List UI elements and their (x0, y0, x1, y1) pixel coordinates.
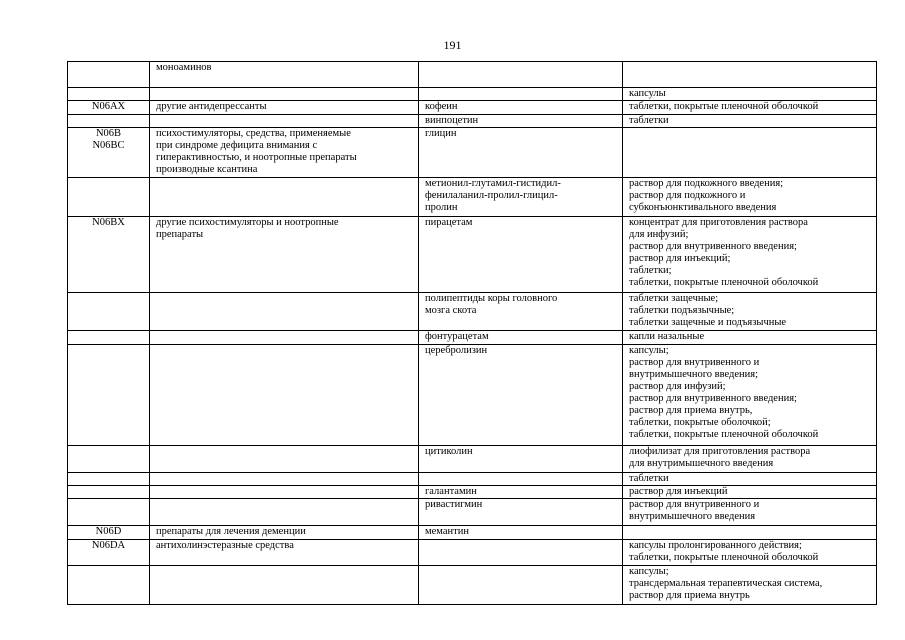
atc-group-cell (150, 472, 419, 485)
substance-cell: полипептиды коры головного мозга скота (419, 292, 623, 330)
atc-code-cell: N06DA (68, 539, 150, 565)
dosage-form-cell: таблетки (623, 115, 877, 128)
dosage-form-cell: капсулы; раствор для внутривенного и внутримышечного введения; раствор для инфузий; раствор для внутривенного введения; раствор для приема внутрь, таблетки, покрытые оболочкой; таблетки, покрытые пленочной оболочкой (623, 344, 877, 445)
atc-code-cell (68, 344, 150, 445)
atc-group-cell (150, 292, 419, 330)
substance-cell (419, 62, 623, 88)
dosage-form-cell: таблетки защечные; таблетки подъязычные; таблетки защечные и подъязычные (623, 292, 877, 330)
substance-cell (419, 565, 623, 604)
atc-code-cell (68, 177, 150, 216)
atc-group-cell: моноаминов (150, 62, 419, 88)
atc-group-cell: другие антидепрессанты (150, 101, 419, 115)
atc-code-cell (68, 115, 150, 128)
atc-group-cell (150, 565, 419, 604)
table-row (68, 88, 877, 101)
substance-cell: кофеин (419, 101, 623, 115)
substance-cell: церебролизин (419, 344, 623, 445)
dosage-form-cell: капли назальные (623, 330, 877, 344)
substance-cell: мемантин (419, 525, 623, 539)
atc-code-cell (68, 472, 150, 485)
table-row (68, 115, 877, 128)
atc-code-cell: N06BX (68, 216, 150, 292)
table-row (68, 472, 877, 485)
atc-group-cell (150, 498, 419, 525)
atc-group-cell: другие психостимуляторы и ноотропные препараты (150, 216, 419, 292)
atc-code-cell (68, 330, 150, 344)
substance-cell: глицин (419, 128, 623, 177)
dosage-form-cell: капсулы пролонгированного действия; таблетки, покрытые пленочной оболочкой (623, 539, 877, 565)
atc-code-cell (68, 292, 150, 330)
dosage-form-cell: раствор для инъекций (623, 485, 877, 498)
substance-cell: винпоцетин (419, 115, 623, 128)
dosage-form-cell: лиофилизат для приготовления раствора для внутримышечного введения (623, 445, 877, 472)
table-body (68, 62, 877, 605)
dosage-form-cell: концентрат для приготовления раствора для инфузий; раствор для внутривенного введения; раствор для инъекций; таблетки; таблетки, покрытые пленочной оболочкой (623, 216, 877, 292)
table-row (68, 498, 877, 525)
atc-code-cell (68, 88, 150, 101)
dosage-form-cell (623, 525, 877, 539)
atc-code-cell (68, 565, 150, 604)
atc-code-cell: N06B N06BC (68, 128, 150, 177)
atc-group-cell (150, 177, 419, 216)
table-row (68, 539, 877, 565)
dosage-form-cell (623, 128, 877, 177)
atc-group-cell (150, 485, 419, 498)
substance-cell: цитиколин (419, 445, 623, 472)
table-row (68, 525, 877, 539)
dosage-form-cell: капсулы; трансдермальная терапевтическая система, раствор для приема внутрь (623, 565, 877, 604)
table-row (68, 177, 877, 216)
atc-code-cell (68, 485, 150, 498)
table-row (68, 485, 877, 498)
atc-code-cell: N06D (68, 525, 150, 539)
table-row (68, 62, 877, 88)
substance-cell: пирацетам (419, 216, 623, 292)
table-row (68, 344, 877, 445)
atc-group-cell (150, 344, 419, 445)
atc-group-cell (150, 115, 419, 128)
substance-cell: фонтурацетам (419, 330, 623, 344)
atc-group-cell (150, 445, 419, 472)
substance-cell: галантамин (419, 485, 623, 498)
table-row (68, 128, 877, 177)
atc-group-cell: препараты для лечения деменции (150, 525, 419, 539)
substance-cell (419, 472, 623, 485)
dosage-form-cell: таблетки (623, 472, 877, 485)
substance-cell: метионил-глутамил-гистидил- фенилаланил-пролил-глицил- пролин (419, 177, 623, 216)
atc-group-cell: антихолинэстеразные средства (150, 539, 419, 565)
table-row (68, 330, 877, 344)
atc-code-cell (68, 498, 150, 525)
atc-code-cell (68, 62, 150, 88)
dosage-form-cell (623, 62, 877, 88)
atc-group-cell (150, 330, 419, 344)
table-row (68, 292, 877, 330)
table-row (68, 101, 877, 115)
table-row (68, 216, 877, 292)
drug-table (67, 61, 877, 605)
atc-group-cell: психостимуляторы, средства, применяемые при синдроме дефицита внимания с гиперактивностью, и ноотропные препараты производные ксантина (150, 128, 419, 177)
dosage-form-cell: раствор для внутривенного и внутримышечного введения (623, 498, 877, 525)
dosage-form-cell: капсулы (623, 88, 877, 101)
dosage-form-cell: раствор для подкожного введения; раствор для подкожного и субконъюнктивального введения (623, 177, 877, 216)
atc-code-cell: N06AX (68, 101, 150, 115)
table-row (68, 565, 877, 604)
table-row (68, 445, 877, 472)
atc-code-cell (68, 445, 150, 472)
substance-cell: ривастигмин (419, 498, 623, 525)
substance-cell (419, 88, 623, 101)
atc-group-cell (150, 88, 419, 101)
substance-cell (419, 539, 623, 565)
dosage-form-cell: таблетки, покрытые пленочной оболочкой (623, 101, 877, 115)
page-number: 191 (443, 38, 462, 52)
